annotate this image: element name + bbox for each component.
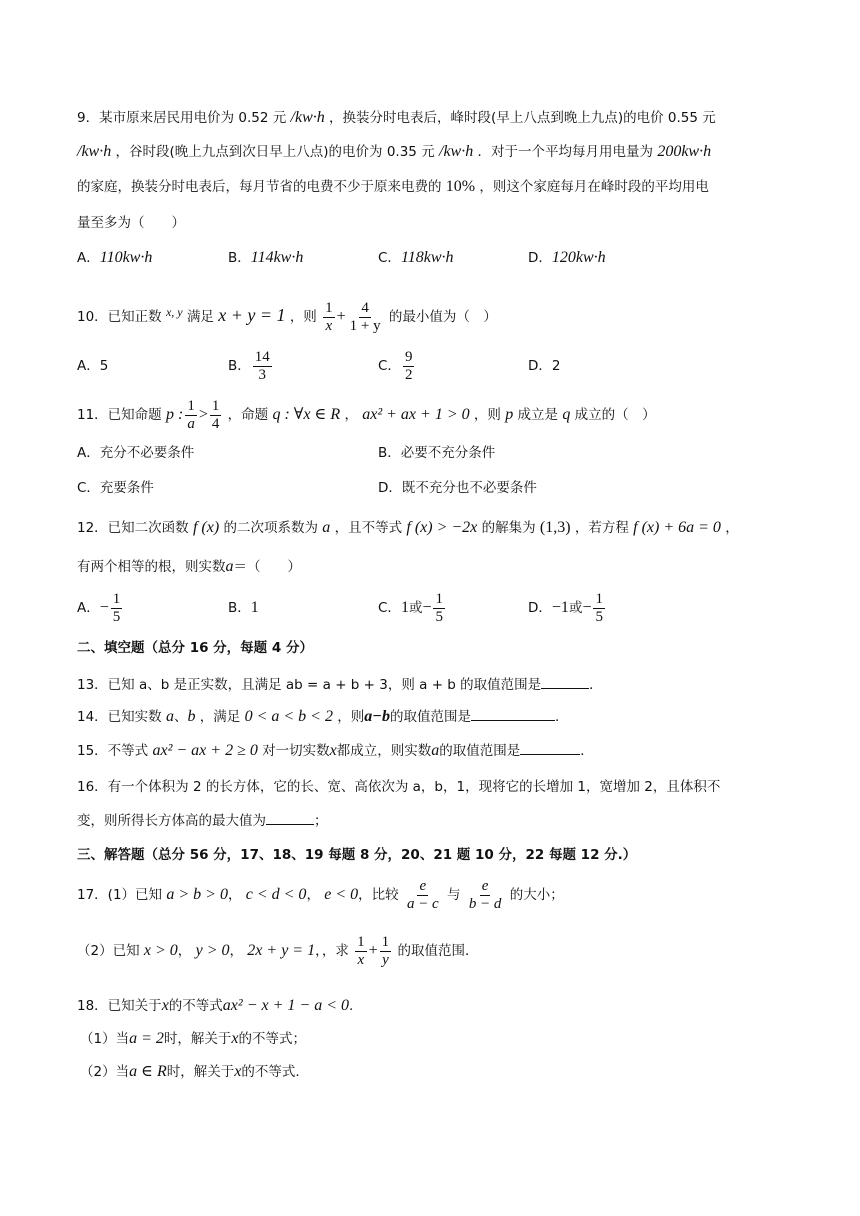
denominator: a − c (406, 895, 439, 912)
q10-fraction-2 (348, 300, 383, 335)
q9-unit: /kw·h (290, 109, 325, 126)
q9-text: 9．某市原来居民用电价为 0.52 元 (77, 110, 287, 126)
q12-text: ， (725, 520, 739, 536)
q11-fraction-2 (210, 398, 222, 433)
q18-text: （2）当 (80, 1064, 130, 1080)
numerator: 1 (187, 397, 195, 414)
q11-q: q (562, 406, 571, 423)
option-label: D． (528, 358, 552, 374)
numerator: 1 (211, 397, 220, 414)
or-word: 或 (568, 600, 583, 616)
answer-blank[interactable] (471, 706, 555, 721)
numerator: 9 (404, 348, 413, 365)
q12-function: f (x) (192, 519, 220, 536)
q17-condition: x > 0 (143, 942, 178, 959)
numerator: e (481, 877, 489, 894)
option-value: 114kw·h (250, 249, 304, 266)
option-value: 1 (400, 599, 409, 616)
denominator: x (357, 951, 365, 968)
q16-text: 变，则所得长方体高的最大值为 (77, 813, 266, 829)
q9-text: ，换装分时电表后，峰时段(早上八点到晚上九点)的电价 0.55 元 (329, 110, 716, 126)
option-label: D． (528, 600, 552, 616)
q13-end: ． (589, 677, 603, 693)
q17-text: 的取值范围． (397, 943, 479, 959)
option-fraction (593, 591, 605, 626)
numerator: 1 (435, 590, 443, 607)
q18-part1 (80, 1029, 306, 1049)
q12-line2 (77, 557, 301, 577)
option-value: 120kw·h (551, 249, 606, 266)
q18-inequality: ax² − x + 1 − a < 0 (222, 997, 349, 1014)
q12-inequality: f (x) > −2x (406, 519, 478, 536)
denominator: 5 (595, 608, 603, 625)
q12-option-c[interactable] (378, 588, 447, 628)
q15-text: 都成立，则实数 (336, 743, 432, 759)
numerator: 14 (254, 348, 270, 365)
numerator: 4 (361, 299, 369, 316)
q10-text: 满足 (186, 309, 214, 325)
q10-text: 的最小值为（ ） (388, 309, 497, 325)
option-label: A． (77, 358, 100, 374)
q12-text: 的二次项系数为 (223, 520, 318, 536)
numerator: 1 (112, 590, 121, 607)
q10-option-d[interactable] (528, 356, 561, 376)
q15-inequality: ax² − ax + 2 ≥ 0 (152, 742, 258, 759)
q17-text: 17．(1）已知 (77, 887, 163, 903)
option-value: 118kw·h (400, 249, 454, 266)
answer-blank[interactable] (541, 674, 589, 689)
q16-line1: 16．有一个体积为 2 的长方体，它的长、宽、高依次为 a，b，1，现将它的长增加 1，宽增加 2，且体积不 (77, 779, 721, 795)
option-fraction (433, 591, 445, 626)
q17-condition: 2x + y = 1 (247, 942, 316, 959)
q12-text: 有两个相等的根，则实数 (77, 559, 226, 575)
q12-solution-set: (1,3) (539, 519, 571, 536)
option-value: −1 (551, 599, 569, 616)
denominator: a (187, 415, 195, 432)
q10-stem (77, 297, 497, 335)
q17-fraction-3 (355, 934, 367, 969)
q18-stem (77, 996, 353, 1016)
option-label: C． (378, 358, 401, 374)
q16-end: ； (314, 813, 328, 829)
q14-var-a: a (165, 708, 174, 725)
q18-text: （1）当 (80, 1031, 130, 1047)
q9-line1 (77, 108, 716, 128)
q17-text: ， (229, 943, 243, 959)
numerator: e (419, 877, 427, 894)
q17-text: （2）已知 (77, 943, 140, 959)
q18-end: . (348, 998, 354, 1014)
q12-option-a[interactable] (77, 588, 124, 628)
q11-prop-q: q : ∀x ∈ R (272, 406, 341, 423)
denominator: 4 (211, 415, 220, 432)
numerator: 1 (357, 933, 365, 950)
q14-text: ，满足 (199, 709, 241, 725)
q18-condition: a = 2 (129, 1030, 164, 1047)
q15-text: 的取值范围是 (439, 743, 521, 759)
q17-part2 (77, 932, 478, 970)
q17-text: ， (227, 887, 242, 903)
denominator: 5 (112, 608, 121, 625)
option-fraction (253, 349, 272, 384)
q9-option-a[interactable] (77, 248, 152, 268)
option-value: 110kw·h (99, 249, 153, 266)
q9-text: ，则这个家庭每月在峰时段的平均用电 (479, 179, 709, 195)
q17-text: 与 (447, 887, 461, 903)
q17-text: ， (306, 887, 320, 903)
q17-part1 (77, 876, 564, 914)
q9-text: ．对于一个平均每月用电量为 (477, 144, 654, 160)
numerator: 1 (595, 590, 603, 607)
q17-fraction-4 (380, 934, 392, 969)
q14-end: . (554, 709, 560, 725)
q15 (77, 740, 594, 761)
option-label: A． (77, 250, 100, 266)
q12-text: 的解集为 (481, 520, 536, 536)
q9-unit: /kw·h (439, 143, 474, 160)
section-heading-solutions: 三、解答题（总分 56 分，17、18、19 每题 8 分，20、21 题 10 分，22 每题 12 分.） (77, 847, 637, 863)
q11-stem (77, 397, 656, 433)
q16-line2 (77, 810, 328, 831)
option-label: C． (378, 600, 401, 616)
q18-var-x: x (234, 1063, 242, 1080)
q9-option-c[interactable] (378, 248, 454, 268)
q15-text: 15．不等式 (77, 743, 149, 759)
option-label: B． (228, 600, 251, 616)
answer-blank[interactable] (520, 740, 580, 755)
q14-text: 14．已知实数 (77, 709, 162, 725)
q18-part2 (80, 1062, 300, 1082)
q10-option-b[interactable] (228, 346, 274, 386)
q9-unit: /kw·h (77, 143, 112, 160)
option-value: 2 (551, 358, 561, 374)
q12-text: ，若方程 (574, 520, 629, 536)
q12-text: 12．已知二次函数 (77, 520, 189, 536)
option-label: B． (228, 250, 251, 266)
q10-equation: x + y = 1 (218, 305, 286, 325)
q11-prop-p: p : (165, 406, 184, 423)
q9-line3 (77, 177, 709, 197)
q12-line1 (77, 518, 739, 538)
q9-text: ，谷时段(晚上九点到次日早上八点)的电价为 0.35 元 (115, 144, 435, 160)
q9-usage: 200kw·h (657, 143, 712, 160)
q14-text: 、 (173, 709, 188, 725)
option-label: B． (228, 358, 251, 374)
q17-text: ，，求 (315, 943, 349, 959)
plus-sign: + (336, 308, 346, 325)
numerator: 1 (381, 933, 390, 950)
q10-text: 10．已知正数 (77, 309, 162, 325)
q17-fraction-2 (467, 878, 504, 913)
q11-option-b[interactable]: B．必要不充分条件 (378, 445, 496, 461)
option-label: C． (378, 250, 401, 266)
plus-sign: + (368, 942, 378, 959)
q12-text: ＝（ ） (233, 559, 301, 575)
q13 (77, 674, 603, 695)
q18-text: 时，解关于 (163, 1031, 232, 1047)
minus-sign: − (99, 599, 109, 616)
q13-text: 13．已知 a、b 是正实数，且满足 ab = a + b + 3，则 a + b 的取值范围是 (77, 677, 542, 693)
numerator: 1 (325, 299, 333, 316)
q9-text: 的家庭，换装分时电表后，每月节省的电费不少于原来电费的 (77, 179, 442, 195)
q12-var-a: a (322, 519, 331, 536)
q14-text: ，则 (337, 709, 365, 725)
q9-option-b[interactable] (228, 248, 303, 268)
q17-fraction-1 (405, 878, 441, 913)
q9-percent: 10% (445, 178, 476, 195)
q11-text: 成立的（ ） (574, 407, 656, 423)
denominator: 1 + y (349, 317, 381, 334)
q11-fraction-1 (185, 398, 197, 433)
q12-equation: f (x) + 6a = 0 (633, 519, 721, 536)
option-fraction (403, 349, 415, 384)
q17-condition: a > b > 0 (166, 886, 228, 903)
q11-text: ，则 (473, 407, 501, 423)
q14-expression: a−b (364, 708, 390, 725)
q12-var-a: a (225, 558, 234, 575)
q18-var-x: x (161, 997, 169, 1014)
q18-text: 时，解关于 (166, 1064, 235, 1080)
denominator: x (325, 317, 333, 334)
q10-option-a[interactable] (77, 356, 108, 376)
q10-option-c[interactable] (378, 346, 416, 386)
denominator: 2 (404, 366, 413, 383)
q18-condition: a ∈ R (129, 1063, 167, 1080)
q15-end: ． (580, 743, 594, 759)
greater-sign: > (198, 406, 208, 423)
q18-text: 的不等式； (238, 1031, 306, 1047)
section-heading-fill-in: 二、填空题（总分 16 分，每题 4 分） (77, 640, 313, 656)
q15-text: 对一切实数 (262, 743, 330, 759)
q17-text: ， (177, 943, 192, 959)
option-value: 5 (99, 358, 109, 374)
q17-text: ，比较 (358, 887, 399, 903)
q10-vars: x, y (165, 305, 183, 319)
q11-text: ， (344, 407, 358, 423)
q12-text: ，且不等式 (334, 520, 403, 536)
q18-var-x: x (231, 1030, 239, 1047)
or-word: 或 (408, 600, 423, 616)
option-label: A． (77, 600, 100, 616)
option-value: 1 (250, 599, 259, 616)
q15-var-x: x (329, 742, 337, 759)
q12-option-d[interactable] (528, 588, 607, 628)
q15-var-a: a (431, 742, 440, 759)
q14-var-b: b (187, 708, 196, 725)
q11-text: 成立是 (517, 407, 559, 423)
q18-text: 18．已知关于 (77, 998, 162, 1014)
q11-text: ，命题 (227, 407, 269, 423)
denominator: y (382, 951, 389, 968)
minus-sign: − (582, 599, 592, 616)
q11-p: p (505, 406, 514, 423)
q17-text: 的大小； (509, 887, 564, 903)
answer-blank[interactable] (266, 810, 314, 825)
q9-line4: 量至多为（ ） (77, 215, 185, 231)
q11-option-a[interactable]: A．充分不必要条件 (77, 445, 195, 461)
q17-condition: c < d < 0 (245, 886, 307, 903)
q11-option-d[interactable]: D．既不充分也不必要条件 (378, 480, 537, 496)
q12-option-b[interactable] (228, 598, 259, 618)
q11-inequality: ax² + ax + 1 > 0 (362, 406, 470, 423)
minus-sign: − (422, 599, 432, 616)
q14-text: 的取值范围是 (389, 709, 471, 725)
q10-fraction-1 (323, 300, 335, 335)
q18-text: 的不等式. (241, 1064, 300, 1080)
q14-inequality: 0 < a < b < 2 (244, 708, 333, 725)
option-label: D． (528, 250, 552, 266)
q14 (77, 706, 559, 727)
denominator: 3 (258, 366, 267, 383)
q11-option-c[interactable]: C．充要条件 (77, 480, 154, 496)
denominator: 5 (435, 608, 443, 625)
q18-text: 的不等式 (168, 998, 223, 1014)
denominator: b − d (468, 895, 502, 912)
q9-line2 (77, 142, 711, 162)
option-fraction (111, 591, 123, 626)
q11-text: 11．已知命题 (77, 407, 162, 423)
q9-option-d[interactable] (528, 248, 606, 268)
q17-condition: e < 0 (324, 886, 359, 903)
q17-condition: y > 0 (195, 942, 230, 959)
q10-text: ，则 (289, 309, 317, 325)
